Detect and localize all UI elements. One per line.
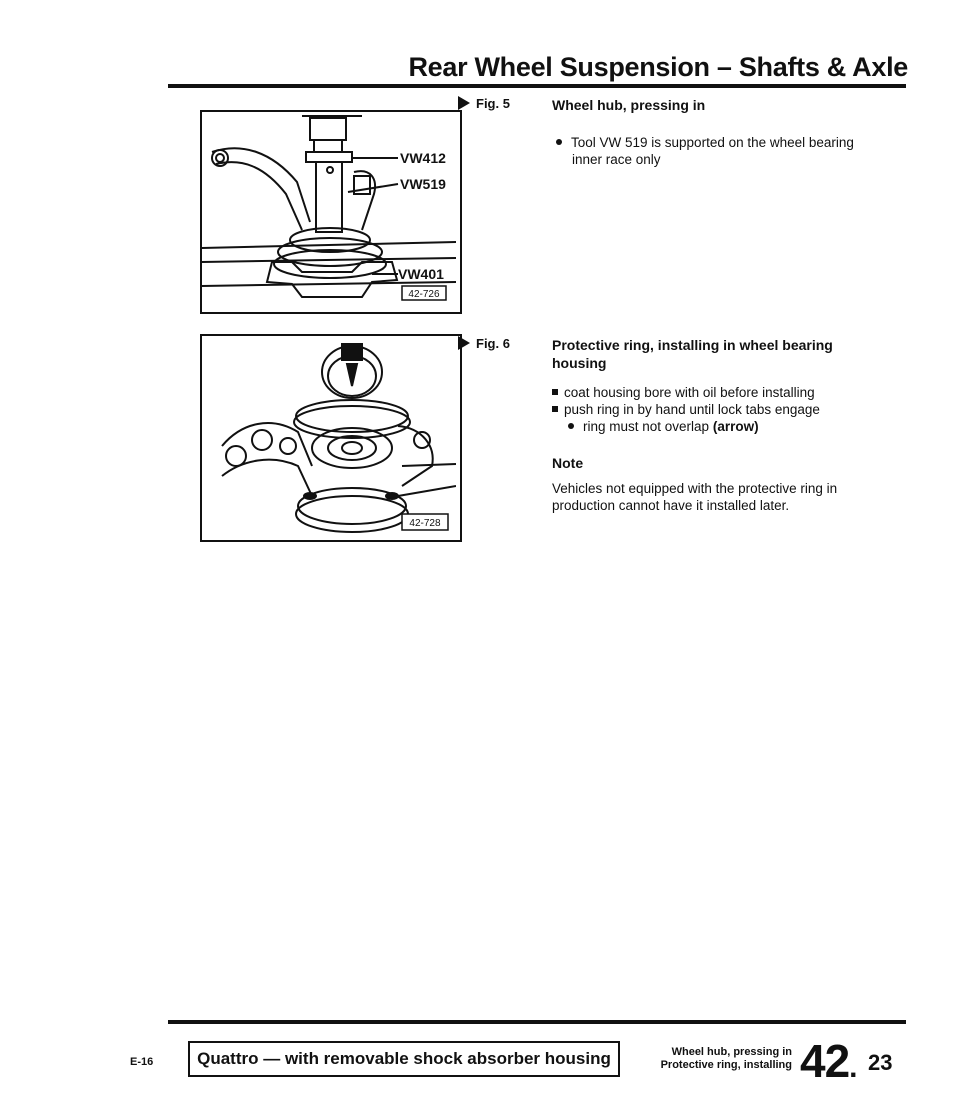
pointer-arrow-icon xyxy=(458,96,470,110)
bullet-square-icon xyxy=(552,389,558,395)
figure-code: 42-728 xyxy=(409,518,441,529)
wheel-hub-press-drawing xyxy=(202,112,456,308)
footer-index-line-1: Wheel hub, pressing in xyxy=(671,1046,792,1058)
section-number: 42. xyxy=(800,1035,857,1087)
bullet-square-icon xyxy=(552,406,558,412)
footer-index-line-2: Protective ring, installing xyxy=(660,1059,792,1071)
fig-5-label: Fig. 5 xyxy=(458,96,510,111)
tool-label-vw519: VW519 xyxy=(400,176,446,192)
fig-5-bullet: Tool VW 519 is supported on the wheel bearing inner race only xyxy=(572,134,872,168)
fig-6-step-2: push ring in by hand until lock tabs engage xyxy=(552,401,882,418)
note-text: Vehicles not equipped with the protective ring in production cannot have it installed later. xyxy=(552,481,838,513)
pointer-arrow-icon xyxy=(458,336,470,350)
fig-6-sub-step: ring must not overlap (arrow) xyxy=(568,418,898,435)
tool-label-vw401: VW401 xyxy=(398,266,444,282)
page-title: Rear Wheel Suspension – Shafts & Axle xyxy=(408,52,908,82)
protective-ring-drawing xyxy=(202,336,456,536)
model-banner: Quattro — with removable shock absorber housing xyxy=(188,1041,620,1077)
footer-rule xyxy=(168,1020,906,1024)
page-number: 23 xyxy=(868,1050,893,1075)
footer-index xyxy=(630,1046,792,1072)
bullet-icon xyxy=(568,423,574,429)
fig-6-label: Fig. 6 xyxy=(458,336,510,351)
bullet-icon xyxy=(556,139,562,145)
tool-label-vw412: VW412 xyxy=(400,150,446,166)
figure-5-illustration xyxy=(200,110,462,314)
fig-6-step-1: coat housing bore with oil before installing xyxy=(552,384,882,401)
header-rule xyxy=(168,84,906,88)
note-title: Note xyxy=(552,455,584,471)
figure-6-illustration xyxy=(200,334,462,542)
page-code: E-16 xyxy=(130,1056,154,1068)
fig-5-caption: Wheel hub, pressing in xyxy=(552,97,706,113)
fig-6-caption: Protective ring, installing in wheel bearing housing xyxy=(552,337,833,371)
figure-code: 42-726 xyxy=(408,289,440,300)
